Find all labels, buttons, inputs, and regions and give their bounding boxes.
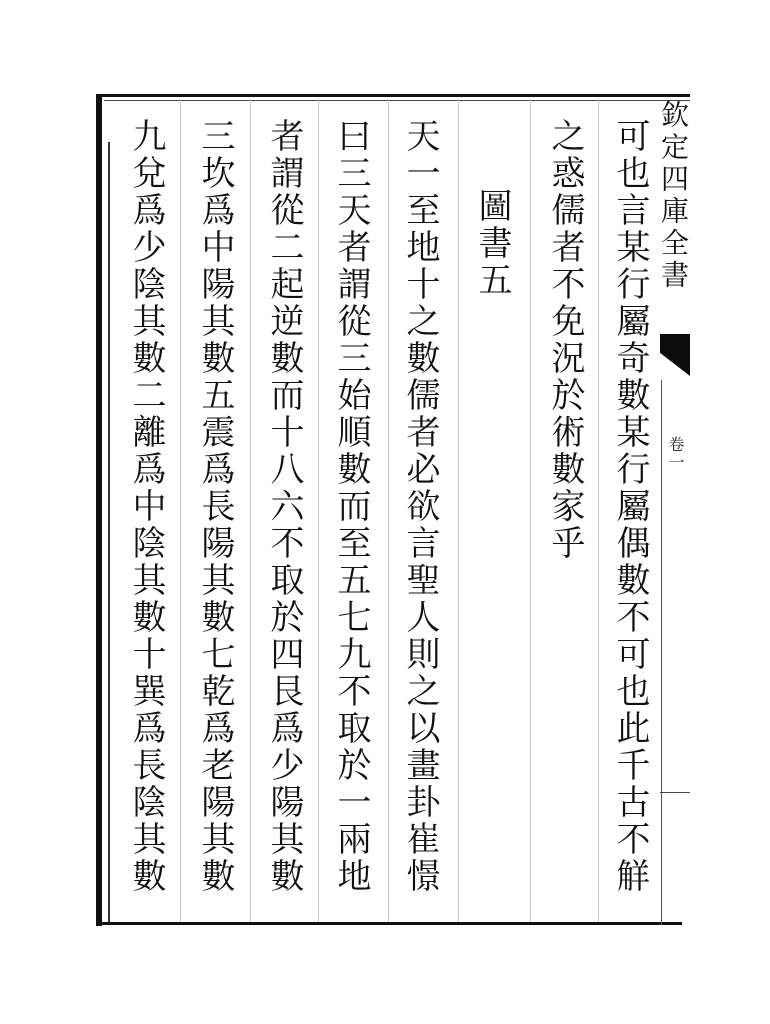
text-column-1: 可也言某行屬奇數某行屬偶數不可也此千古不觧: [610, 118, 650, 895]
top-border-inner: [104, 100, 690, 101]
left-border: [96, 94, 102, 926]
book-title: 欽定四庫全書: [657, 100, 690, 292]
top-border: [98, 94, 690, 97]
text-column-4: 天一至地十之數儒者必欲言聖人則之以畫卦崔憬: [400, 118, 440, 895]
column-divider: [458, 100, 459, 922]
text-column-8: 九兌爲少陰其數二離爲中陰其數十巽爲長陰其數: [126, 118, 166, 895]
column-divider: [530, 100, 531, 922]
text-column-2: 之惑儒者不免況於術數家乎: [545, 118, 585, 562]
volume-label: 卷一: [666, 436, 685, 472]
column-divider: [318, 100, 319, 922]
section-heading: 圖書五: [472, 188, 512, 299]
column-divider: [180, 100, 181, 922]
text-column-6: 者謂從二起逆數而十八六不取於四艮爲少陽其數: [264, 118, 304, 895]
text-column-7: 三坎爲中陽其數五震爲長陽其數七乾爲老陽其數: [195, 118, 235, 895]
fishtail-mark-icon: [660, 334, 690, 376]
column-divider: [388, 100, 389, 922]
margin-tick-rule: [660, 792, 690, 793]
bottom-border: [96, 922, 682, 925]
left-border-inner: [108, 142, 110, 922]
text-column-5: 曰三天者謂從三始順數而至五七九不取於一兩地: [331, 118, 371, 895]
column-divider: [598, 100, 599, 922]
column-divider: [250, 100, 251, 922]
